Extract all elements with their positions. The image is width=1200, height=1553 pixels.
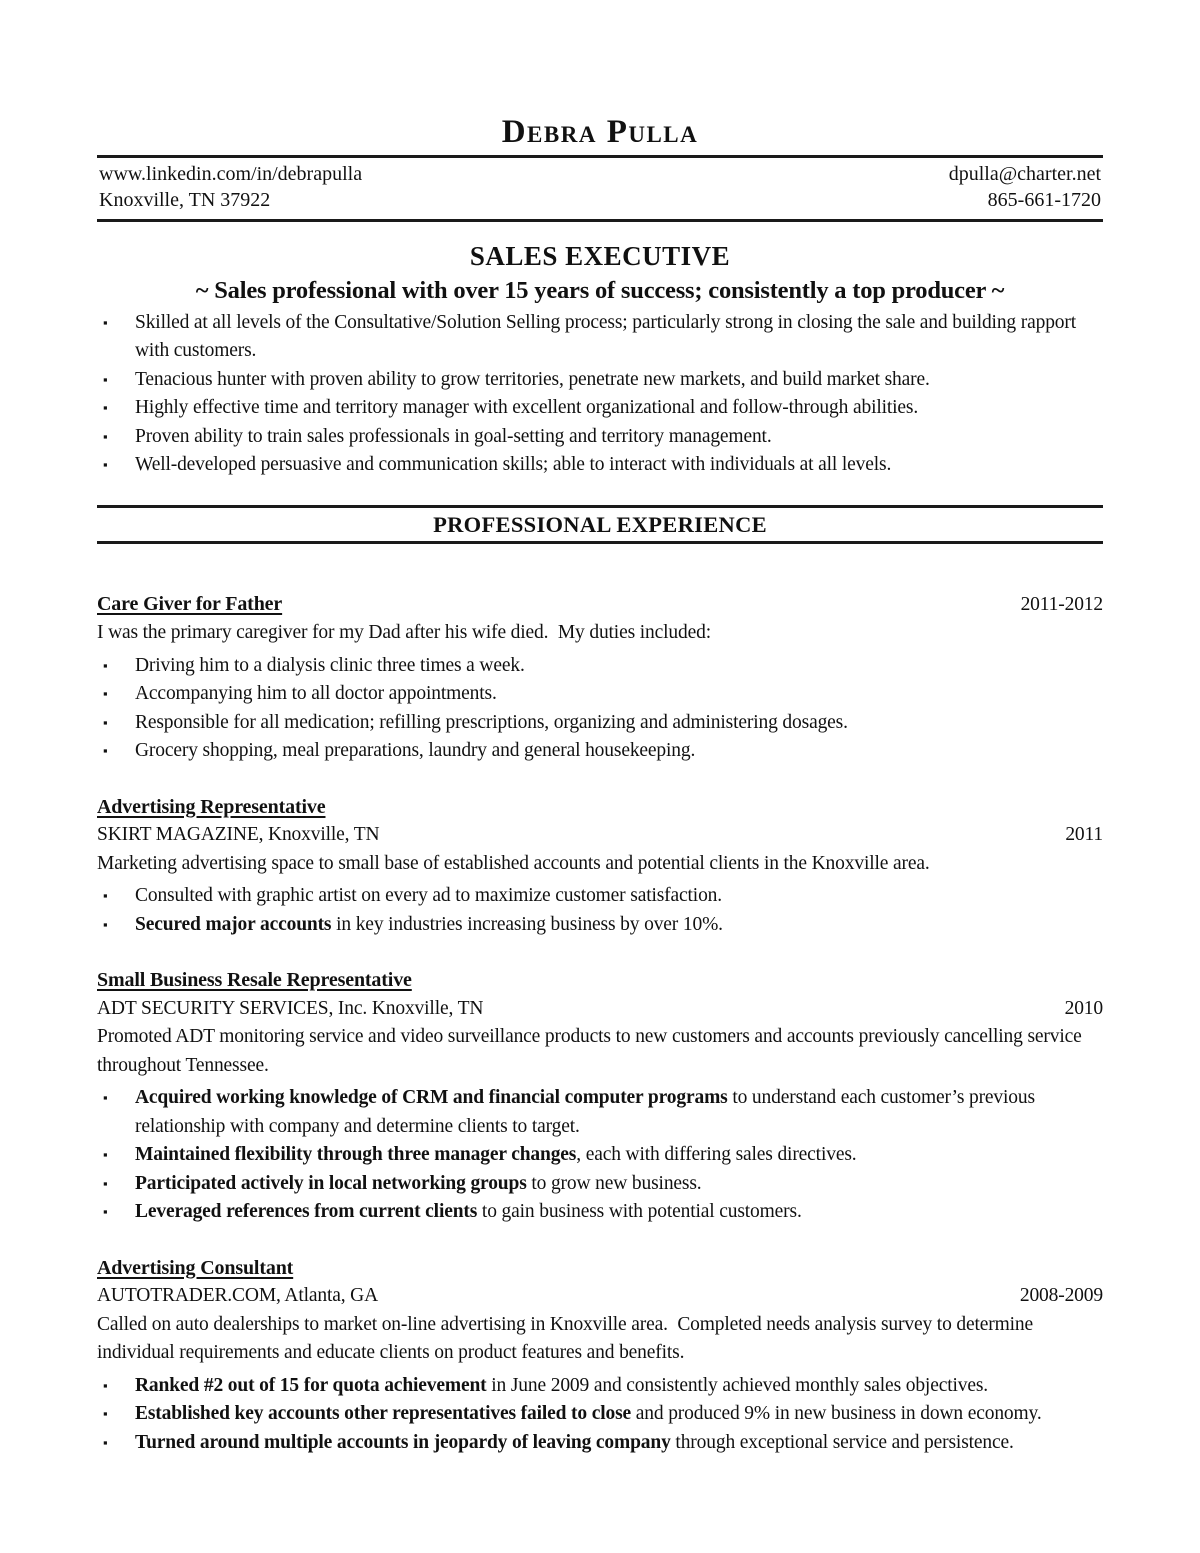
bullet-text bbox=[135, 740, 695, 761]
job-title-row bbox=[97, 1254, 1103, 1283]
bullet-item bbox=[97, 394, 1103, 423]
job-description: I was the primary caregiver for my Dad after his wife died. My duties included: bbox=[97, 622, 711, 644]
bullet-item bbox=[97, 1429, 1103, 1458]
bullet-rest-text: and produced 9% in new business in down economy. bbox=[631, 1403, 1042, 1425]
bullet-item bbox=[97, 1198, 1103, 1227]
job-company-row bbox=[97, 821, 1103, 850]
square-bullet-icon: ▪ bbox=[103, 686, 108, 702]
bullet-item bbox=[97, 451, 1103, 480]
bullet-item bbox=[97, 1084, 1103, 1141]
square-bullet-icon: ▪ bbox=[103, 1090, 108, 1106]
job-section bbox=[97, 590, 1103, 766]
job-title: Care Giver for Father bbox=[97, 592, 283, 615]
bullet-item bbox=[97, 366, 1103, 395]
job-title: Advertising Representative bbox=[97, 795, 326, 818]
job-company-row bbox=[97, 995, 1103, 1024]
square-bullet-icon: ▪ bbox=[103, 1406, 108, 1422]
job-list bbox=[97, 544, 1103, 1458]
bullet-item bbox=[97, 1400, 1103, 1429]
bullet-text bbox=[135, 712, 848, 733]
square-bullet-icon: ▪ bbox=[103, 916, 108, 932]
bullet-item bbox=[97, 1141, 1103, 1170]
bullet-rest-text: in key industries increasing business by over 10%. bbox=[331, 913, 723, 935]
bullet-rest-text: through exceptional service and persistence. bbox=[670, 1431, 1014, 1453]
contact-block bbox=[97, 158, 1103, 219]
experience-banner bbox=[97, 505, 1103, 544]
bullet-text bbox=[135, 454, 891, 475]
job-company: ADT SECURITY SERVICES, Inc. Knoxville, TN bbox=[97, 997, 484, 1019]
job-description: Marketing advertising space to small base of established accounts and potential clients in the Knoxville area. bbox=[97, 852, 930, 874]
job-title-row bbox=[97, 793, 1103, 822]
job-company: AUTOTRADER.COM, Atlanta, GA bbox=[97, 1285, 379, 1307]
square-bullet-icon: ▪ bbox=[103, 1204, 108, 1220]
bullet-bold-text: Turned around multiple accounts in jeopardy of leaving company bbox=[135, 1431, 671, 1453]
bullet-text bbox=[135, 914, 723, 935]
bullet-item bbox=[97, 882, 1103, 911]
square-bullet-icon: ▪ bbox=[103, 1434, 108, 1450]
job-title-row bbox=[97, 590, 1103, 620]
bullet-text bbox=[135, 1375, 988, 1396]
bullet-bold-text: Ranked #2 out of 15 for quota achievement bbox=[135, 1374, 487, 1396]
job-bullet-list bbox=[97, 1084, 1103, 1227]
job-description: Promoted ADT monitoring service and video surveillance products to new customers and accounts previously cancelling service throughout Tennessee. bbox=[97, 1026, 1087, 1076]
bullet-rest-text: Responsible for all medication; refilling prescriptions, organizing and administering dosages. bbox=[135, 711, 848, 733]
bullet-item bbox=[97, 309, 1103, 366]
bullet-text bbox=[135, 369, 930, 390]
job-title-row bbox=[97, 966, 1103, 995]
bullet-text bbox=[135, 885, 722, 906]
bullet-rest-text: to gain business with potential customers. bbox=[477, 1201, 802, 1223]
bullet-text bbox=[135, 426, 772, 447]
square-bullet-icon: ▪ bbox=[103, 457, 108, 473]
square-bullet-icon: ▪ bbox=[103, 743, 108, 759]
person-name: Debra Pulla bbox=[501, 114, 699, 150]
job-bullet-list bbox=[97, 1372, 1103, 1458]
bullet-text bbox=[135, 655, 525, 676]
phone: 865-661-1720 bbox=[987, 188, 1101, 211]
bullet-bold-text: Established key accounts other representatives failed to close bbox=[135, 1403, 632, 1425]
experience-heading: PROFESSIONAL EXPERIENCE bbox=[433, 511, 767, 537]
bullet-rest-text: Well-developed persuasive and communication skills; able to interact with individuals at all levels. bbox=[135, 454, 892, 476]
bullet-bold-text: Leveraged references from current clients bbox=[135, 1201, 478, 1223]
bullet-item bbox=[97, 423, 1103, 452]
summary-bullet-list bbox=[97, 309, 1103, 480]
bullet-text bbox=[135, 683, 497, 704]
bullet-text bbox=[135, 312, 1076, 362]
square-bullet-icon: ▪ bbox=[103, 714, 108, 730]
job-section bbox=[97, 966, 1103, 1227]
job-company-row bbox=[97, 1282, 1103, 1311]
bullet-item bbox=[97, 680, 1103, 709]
job-company: SKIRT MAGAZINE, Knoxville, TN bbox=[97, 824, 380, 846]
job-date: 2011-2012 bbox=[1020, 593, 1103, 615]
job-section bbox=[97, 793, 1103, 940]
bullet-rest-text: Highly effective time and territory manager with excellent organizational and follow-through abilities. bbox=[135, 397, 919, 419]
header-divider-bottom bbox=[97, 219, 1103, 222]
bullet-text bbox=[135, 1403, 1042, 1424]
square-bullet-icon: ▪ bbox=[103, 428, 108, 444]
bullet-rest-text: Tenacious hunter with proven ability to grow territories, penetrate new markets, and build market share. bbox=[135, 368, 930, 390]
bullet-item bbox=[97, 737, 1103, 766]
bullet-rest-text: Skilled at all levels of the Consultative/Solution Selling process; particularly strong in closing the sale and building rapport with customers. bbox=[135, 311, 1077, 362]
square-bullet-icon: ▪ bbox=[103, 1377, 108, 1393]
job-bullet-list bbox=[97, 882, 1103, 939]
bullet-item bbox=[97, 1372, 1103, 1401]
job-description: Called on auto dealerships to market on-line advertising in Knoxville area. Completed needs analysis survey to determine individual requirements and educate clients on product features and benefits. bbox=[97, 1313, 1038, 1364]
job-section bbox=[97, 1254, 1103, 1458]
bullet-bold-text: Maintained flexibility through three manager changes bbox=[135, 1144, 577, 1166]
square-bullet-icon: ▪ bbox=[103, 314, 108, 330]
summary-tagline: ~ Sales professional with over 15 years of success; consistently a top producer ~ bbox=[195, 276, 1005, 304]
bullet-bold-text: Secured major accounts bbox=[135, 913, 332, 935]
bullet-bold-text: Participated actively in local networking groups bbox=[135, 1172, 527, 1194]
bullet-rest-text: , each with differing sales directives. bbox=[576, 1144, 857, 1166]
job-title: Advertising Consultant bbox=[97, 1256, 294, 1279]
contact-right bbox=[949, 161, 1101, 213]
bullet-rest-text: Accompanying him to all doctor appointments. bbox=[135, 683, 497, 705]
bullet-rest-text: to understand each customer’s previous relationship with company and determine clients to target. bbox=[135, 1087, 1035, 1137]
square-bullet-icon: ▪ bbox=[103, 1175, 108, 1191]
bullet-text bbox=[135, 1144, 856, 1165]
job-date: 2010 bbox=[1064, 997, 1103, 1019]
bullet-text bbox=[135, 1173, 702, 1194]
bullet-rest-text: in June 2009 and consistently achieved monthly sales objectives. bbox=[486, 1374, 989, 1396]
bullet-item bbox=[97, 709, 1103, 738]
square-bullet-icon: ▪ bbox=[103, 888, 108, 904]
job-bullet-list bbox=[97, 652, 1103, 766]
job-date: 2011 bbox=[1065, 824, 1103, 846]
bullet-text bbox=[135, 397, 918, 418]
linkedin-url: www.linkedin.com/in/debrapulla bbox=[99, 162, 363, 185]
job-title: Small Business Resale Representative bbox=[97, 969, 412, 992]
contact-left bbox=[99, 161, 362, 213]
square-bullet-icon: ▪ bbox=[103, 657, 108, 673]
bullet-rest-text: Grocery shopping, meal preparations, laundry and general housekeeping. bbox=[135, 740, 696, 762]
square-bullet-icon: ▪ bbox=[103, 1147, 108, 1163]
bullet-text bbox=[135, 1087, 1035, 1137]
bullet-rest-text: Consulted with graphic artist on every ad to maximize customer satisfaction. bbox=[135, 885, 722, 907]
address: Knoxville, TN 37922 bbox=[99, 188, 271, 211]
bullet-text bbox=[135, 1432, 1014, 1453]
square-bullet-icon: ▪ bbox=[103, 371, 108, 387]
summary-title: SALES EXECUTIVE bbox=[469, 240, 731, 271]
bullet-rest-text: Proven ability to train sales professionals in goal-setting and territory management. bbox=[135, 425, 772, 447]
bullet-rest-text: Driving him to a dialysis clinic three times a week. bbox=[135, 654, 525, 676]
square-bullet-icon: ▪ bbox=[103, 400, 108, 416]
job-date: 2008-2009 bbox=[1019, 1285, 1103, 1307]
bullet-text bbox=[135, 1201, 802, 1222]
bullet-item bbox=[97, 1170, 1103, 1199]
bullet-item bbox=[97, 652, 1103, 681]
email: dpulla@charter.net bbox=[948, 162, 1101, 185]
bullet-bold-text: Acquired working knowledge of CRM and financial computer programs bbox=[135, 1087, 728, 1109]
bullet-rest-text: to grow new business. bbox=[526, 1172, 702, 1194]
bullet-item bbox=[97, 911, 1103, 940]
